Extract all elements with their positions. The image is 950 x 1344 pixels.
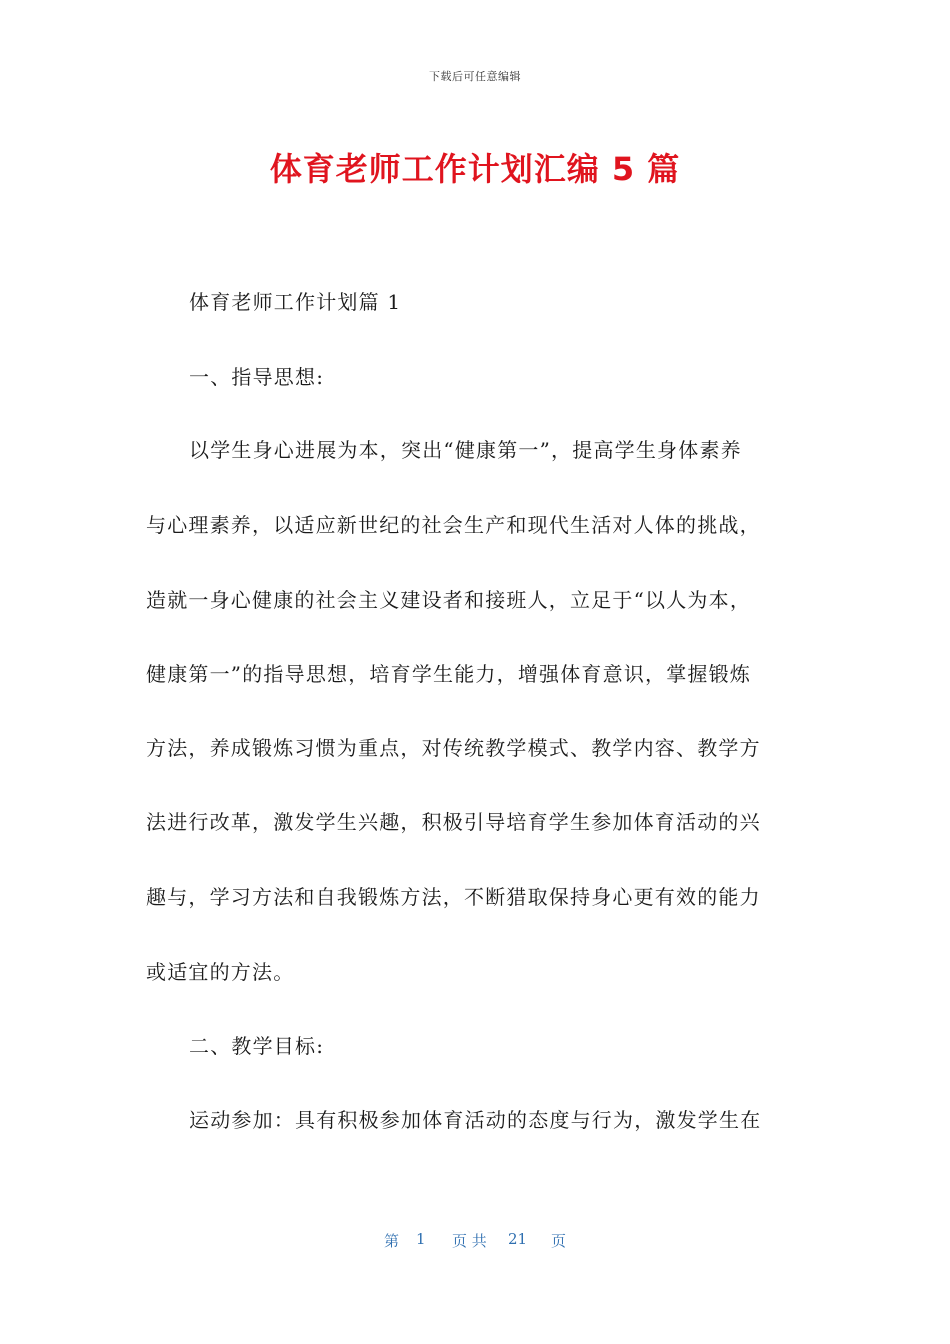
document-title: 体育老师工作计划汇编 5 篇 bbox=[269, 150, 681, 188]
paragraph-line: 造就一身心健康的社会主义建设者和接班人，立足于“以人为本， bbox=[146, 588, 752, 612]
paragraph-line: 与心理素养，以适应新世纪的社会生产和现代生活对人体的挑战， bbox=[146, 513, 761, 537]
paragraph-line: 以学生身心进展为本，突出“健康第一”，提高学生身体素养 bbox=[189, 438, 742, 462]
header-note: 下载后可任意编辑 bbox=[429, 70, 521, 83]
footer-current-page: 1 bbox=[416, 1230, 426, 1248]
paragraph-line: 趣与，学习方法和自我锻炼方法，不断猎取保持身心更有效的能力 bbox=[146, 885, 761, 909]
footer-of-label: 页 共 bbox=[452, 1232, 487, 1250]
paragraph-line: 健康第一”的指导思想，培育学生能力，增强体育意识，掌握锻炼 bbox=[146, 662, 752, 686]
footer-total-pages: 21 bbox=[508, 1230, 528, 1248]
paragraph-line: 方法，养成锻炼习惯为重点，对传统教学模式、教学内容、教学方 bbox=[146, 736, 761, 760]
subsection-heading: 一、指导思想: bbox=[189, 365, 325, 389]
section-heading: 体育老师工作计划篇 1 bbox=[189, 290, 402, 314]
paragraph-line: 法进行改革，激发学生兴趣，积极引导培育学生参加体育活动的兴 bbox=[146, 810, 761, 834]
paragraph-line: 或适宜的方法。 bbox=[146, 960, 295, 984]
subsection-heading: 二、教学目标: bbox=[189, 1034, 325, 1058]
footer-pages-label: 页 bbox=[551, 1232, 567, 1250]
footer-page-label: 第 bbox=[384, 1232, 400, 1250]
paragraph-line: 运动参加：具有积极参加体育活动的态度与行为，激发学生在 bbox=[189, 1108, 762, 1132]
